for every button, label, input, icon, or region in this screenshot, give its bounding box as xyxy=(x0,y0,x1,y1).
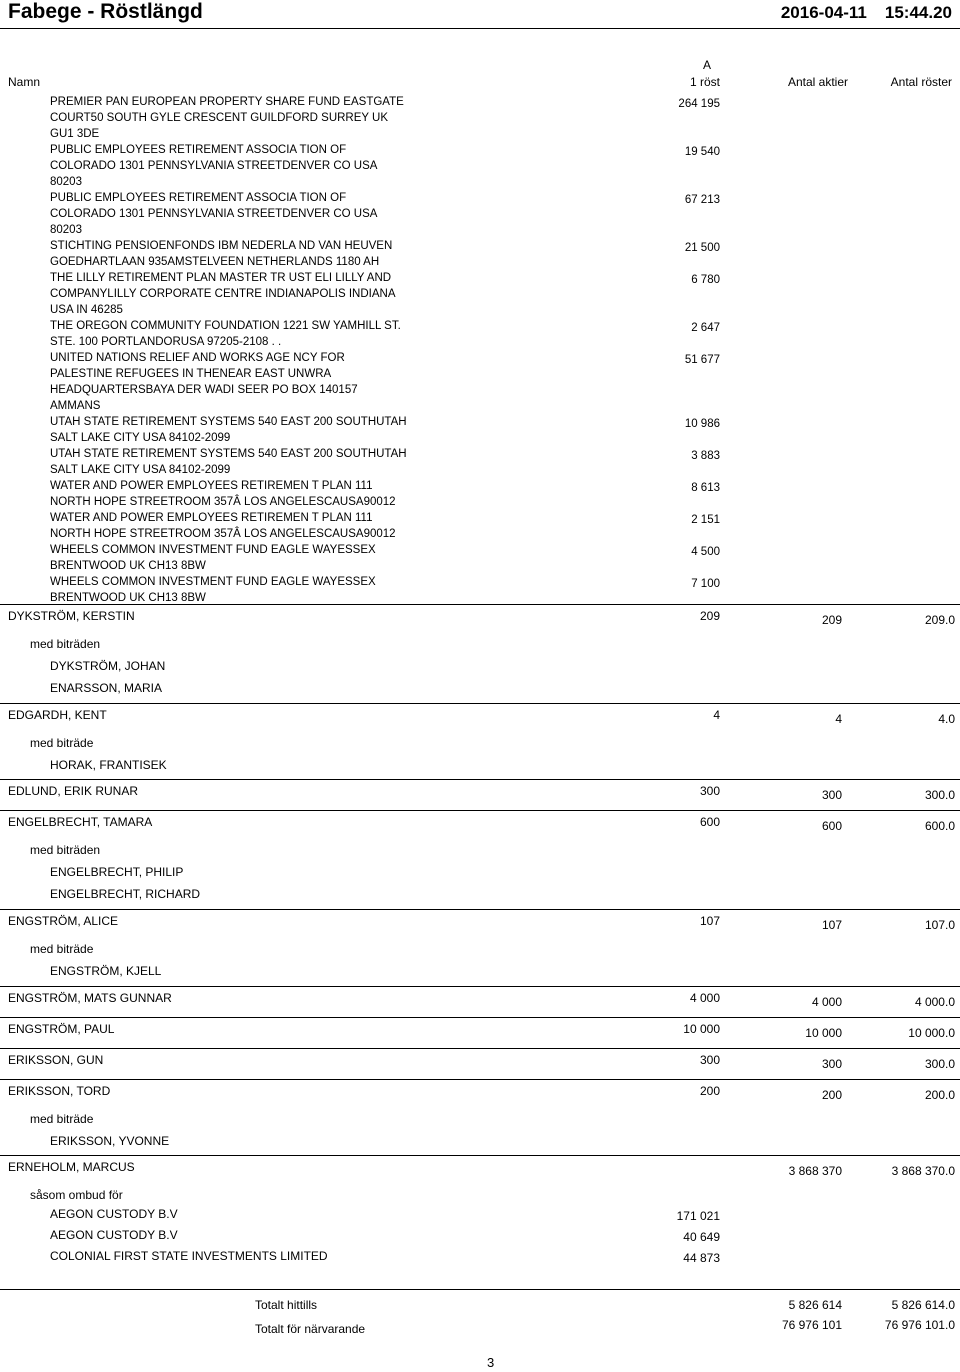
entity-line: THE LILLY RETIREMENT PLAN MASTER TR UST ELI LILLY AND xyxy=(50,272,392,284)
shareholder-vote: 300 xyxy=(699,784,720,798)
entity-line: PUBLIC EMPLOYEES RETIREMENT ASSOCIA TION OF xyxy=(50,192,347,204)
entity-line: COLORADO 1301 PENNSYLVANIA STREETDENVER CO USA xyxy=(50,160,378,172)
assistant-label: med biträden xyxy=(30,637,101,651)
section-letter: A xyxy=(702,58,711,72)
entity-vote: 10 986 xyxy=(684,418,720,430)
entity-vote: 8 613 xyxy=(691,482,720,494)
report-date: 2016-04-11 xyxy=(780,3,867,22)
shareholder-shares: 10 000 xyxy=(805,1026,842,1040)
shareholder-vote: 10 000 xyxy=(683,1022,720,1036)
proxy-vote: 171 021 xyxy=(676,1209,720,1223)
total-found-label: Totalt hittills xyxy=(255,1298,318,1312)
entity-line: BRENTWOOD UK CH13 8BW xyxy=(50,560,206,572)
entity-line: SALT LAKE CITY USA 84102-2099 xyxy=(50,464,231,476)
entity-vote: 2 151 xyxy=(691,514,720,526)
shareholder-name: ENGSTRÖM, MATS GUNNAR xyxy=(8,991,172,1005)
shareholder-vote: 209 xyxy=(699,609,720,623)
entity-line: AMMANS xyxy=(50,400,101,412)
row-divider xyxy=(0,1079,960,1080)
shareholder-votes: 10 000.0 xyxy=(908,1026,955,1040)
entity-line: STICHTING PENSIOENFONDS IBM NEDERLA ND VAN HEUVEN xyxy=(50,240,393,252)
column-header-vote: 1 röst xyxy=(689,75,720,89)
assistant-label: med biträde xyxy=(30,736,94,750)
total-present-votes: 76 976 101.0 xyxy=(884,1318,955,1332)
proxy-name: AEGON CUSTODY B.V xyxy=(50,1207,178,1221)
shareholder-vote: 600 xyxy=(699,815,720,829)
entity-vote: 4 500 xyxy=(691,546,720,558)
entity-line: UNITED NATIONS RELIEF AND WORKS AGE NCY FOR xyxy=(50,352,345,364)
shareholder-name: ERNEHOLM, MARCUS xyxy=(8,1160,135,1174)
assistant-name: ENGSTRÖM, KJELL xyxy=(50,964,162,978)
shareholder-name: DYKSTRÖM, KERSTIN xyxy=(8,609,135,623)
column-header-votes: Antal röster xyxy=(890,75,952,89)
shareholder-votes: 600.0 xyxy=(924,819,955,833)
totals-rule xyxy=(0,1289,960,1290)
shareholder-votes: 200.0 xyxy=(924,1088,955,1102)
entity-line: WHEELS COMMON INVESTMENT FUND EAGLE WAYESSEX xyxy=(50,544,376,556)
entity-line: COLORADO 1301 PENNSYLVANIA STREETDENVER CO USA xyxy=(50,208,378,220)
assistant-label: med biträde xyxy=(30,942,94,956)
shareholder-votes: 300.0 xyxy=(924,788,955,802)
shareholder-name: EDLUND, ERIK RUNAR xyxy=(8,784,139,798)
entity-vote: 3 883 xyxy=(691,450,720,462)
shareholder-shares: 300 xyxy=(821,1057,842,1071)
proxy-vote: 40 649 xyxy=(683,1230,720,1244)
shareholder-name: EDGARDH, KENT xyxy=(8,708,107,722)
entity-vote: 6 780 xyxy=(691,274,720,286)
entity-line: NORTH HOPE STREETROOM 357Â LOS ANGELESCAUSA90012 xyxy=(50,496,396,508)
shareholder-shares: 4 xyxy=(835,712,842,726)
entity-line: WATER AND POWER EMPLOYEES RETIREMEN T PLAN 111 xyxy=(50,480,373,492)
entity-line: WATER AND POWER EMPLOYEES RETIREMEN T PLAN 111 xyxy=(50,512,373,524)
proxy-name: COLONIAL FIRST STATE INVESTMENTS LIMITED xyxy=(50,1249,328,1263)
assistant-label: såsom ombud för xyxy=(30,1188,123,1202)
assistant-name: ENARSSON, MARIA xyxy=(50,681,163,695)
assistant-label: med biträden xyxy=(30,843,101,857)
shareholder-shares: 200 xyxy=(821,1088,842,1102)
report-datetime xyxy=(763,3,952,23)
shareholder-shares: 300 xyxy=(821,788,842,802)
entity-vote: 264 195 xyxy=(678,98,720,110)
assistant-name: ERIKSSON, YVONNE xyxy=(50,1134,170,1148)
assistant-name: DYKSTRÖM, JOHAN xyxy=(50,659,166,673)
row-divider xyxy=(0,1155,960,1156)
entity-line: PUBLIC EMPLOYEES RETIREMENT ASSOCIA TION OF xyxy=(50,144,347,156)
row-divider xyxy=(0,779,960,780)
entity-vote: 19 540 xyxy=(684,146,720,158)
entity-vote: 2 647 xyxy=(691,322,720,334)
total-found-votes: 5 826 614.0 xyxy=(891,1298,955,1312)
entity-line: 80203 xyxy=(50,224,82,236)
entity-line: PALESTINE REFUGEES IN THENEAR EAST UNWRA xyxy=(50,368,332,380)
entity-line: COURT50 SOUTH GYLE CRESCENT GUILDFORD SURREY UK xyxy=(50,112,389,124)
shareholder-name: ENGSTRÖM, PAUL xyxy=(8,1022,115,1036)
assistant-name: HORAK, FRANTISEK xyxy=(50,758,167,772)
entity-line: WHEELS COMMON INVESTMENT FUND EAGLE WAYESSEX xyxy=(50,576,376,588)
entity-vote: 67 213 xyxy=(684,194,720,206)
entity-line: GOEDHARTLAAN 935AMSTELVEEN NETHERLANDS 1180 AH xyxy=(50,256,380,268)
total-present-shares: 76 976 101 xyxy=(781,1318,842,1332)
shareholder-votes: 3 868 370.0 xyxy=(891,1164,955,1178)
shareholder-votes: 4 000.0 xyxy=(914,995,955,1009)
page-number: 3 xyxy=(487,1355,495,1370)
shareholder-shares: 209 xyxy=(821,613,842,627)
entity-line: PREMIER PAN EUROPEAN PROPERTY SHARE FUND EASTGATE xyxy=(50,96,404,108)
column-header-shares: Antal aktier xyxy=(787,75,848,89)
shareholder-shares: 4 000 xyxy=(811,995,842,1009)
shareholder-shares: 107 xyxy=(821,918,842,932)
shareholder-votes: 209.0 xyxy=(924,613,955,627)
entity-line: STE. 100 PORTLANDORUSA 97205-2108 . . xyxy=(50,336,282,348)
shareholder-votes: 4.0 xyxy=(938,712,955,726)
proxy-name: AEGON CUSTODY B.V xyxy=(50,1228,178,1242)
entity-line: UTAH STATE RETIREMENT SYSTEMS 540 EAST 200 SOUTHUTAH xyxy=(50,448,407,460)
entity-line: USA IN 46285 xyxy=(50,304,123,316)
row-divider xyxy=(0,604,960,605)
shareholder-name: ERIKSSON, GUN xyxy=(8,1053,104,1067)
shareholder-vote: 107 xyxy=(699,914,720,928)
row-divider xyxy=(0,986,960,987)
shareholder-shares: 600 xyxy=(821,819,842,833)
assistant-name: ENGELBRECHT, PHILIP xyxy=(50,865,184,879)
shareholder-vote: 4 000 xyxy=(689,991,720,1005)
row-divider xyxy=(0,1048,960,1049)
entity-line: NORTH HOPE STREETROOM 357Â LOS ANGELESCAUSA90012 xyxy=(50,528,396,540)
assistant-label: med biträde xyxy=(30,1112,94,1126)
shareholder-shares: 3 868 370 xyxy=(788,1164,842,1178)
entity-line: THE OREGON COMMUNITY FOUNDATION 1221 SW YAMHILL ST. xyxy=(50,320,401,332)
total-found-shares: 5 826 614 xyxy=(788,1298,842,1312)
assistant-name: ENGELBRECHT, RICHARD xyxy=(50,887,201,901)
shareholder-vote: 4 xyxy=(713,708,720,722)
entity-vote: 7 100 xyxy=(691,578,720,590)
entity-line: COMPANYLILLY CORPORATE CENTRE INDIANAPOLIS INDIANA xyxy=(50,288,396,300)
entity-line: UTAH STATE RETIREMENT SYSTEMS 540 EAST 200 SOUTHUTAH xyxy=(50,416,407,428)
proxy-vote: 44 873 xyxy=(683,1251,720,1265)
total-present-label: Totalt för närvarande xyxy=(255,1322,366,1336)
column-header-name: Namn xyxy=(8,75,41,89)
document-title: Fabege - Röstlängd xyxy=(8,0,203,23)
row-divider xyxy=(0,703,960,704)
entity-vote: 21 500 xyxy=(684,242,720,254)
entity-line: GU1 3DE xyxy=(50,128,100,140)
shareholder-votes: 300.0 xyxy=(924,1057,955,1071)
entity-vote: 51 677 xyxy=(684,354,720,366)
shareholder-name: ENGELBRECHT, TAMARA xyxy=(8,815,153,829)
row-divider xyxy=(0,909,960,910)
shareholder-name: ERIKSSON, TORD xyxy=(8,1084,111,1098)
entity-line: SALT LAKE CITY USA 84102-2099 xyxy=(50,432,231,444)
header-rule xyxy=(0,28,960,29)
report-time: 15:44.20 xyxy=(884,3,952,22)
row-divider xyxy=(0,810,960,811)
entity-line: 80203 xyxy=(50,176,82,188)
row-divider xyxy=(0,1017,960,1018)
shareholder-vote: 300 xyxy=(699,1053,720,1067)
shareholder-vote: 200 xyxy=(699,1084,720,1098)
entity-line: HEADQUARTERSBAYA DER WADI SEER PO BOX 140157 xyxy=(50,384,358,396)
shareholder-name: ENGSTRÖM, ALICE xyxy=(8,914,119,928)
entity-line: BRENTWOOD UK CH13 8BW xyxy=(50,592,206,604)
shareholder-votes: 107.0 xyxy=(924,918,955,932)
